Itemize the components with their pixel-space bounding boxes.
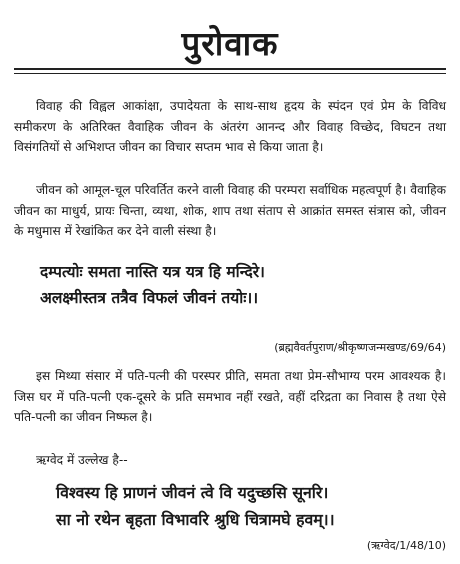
verse-1-line-1: दम्पत्योः समता नास्ति यत्र यत्र हि मन्दिरे। bbox=[40, 263, 265, 281]
verse-2-citation: (ऋग्वेद/1/48/10) bbox=[366, 539, 446, 552]
title-rule-thick bbox=[14, 68, 446, 70]
paragraph-4: ऋग्वेद में उल्लेख है-- bbox=[36, 453, 128, 467]
verse-2-line-1: विश्वस्य हि प्राणनं जीवनं त्वे वि यदुच्छसि सूनरि। bbox=[56, 483, 329, 502]
verse-1-citation: (ब्रह्मवैवर्तपुराण/श्रीकृष्णजन्मखण्ड/69/64) bbox=[274, 341, 446, 354]
paragraph-2: जीवन को आमूल-चूल परिवर्तित करने वाली विवाह की परम्परा सर्वाधिक महत्वपूर्ण है। वैवाहिक जीवन का माधुर्य, प्रायः चिन्ता, व्यथा, शोक, शाप तथा संताप से आक्रांत समस्त संत्रास को, जीवन के मधुमास में रेखांकित कर देने वाली संस्था है। bbox=[14, 183, 446, 238]
verse-1-line-2: अलक्ष्मीस्तत्र तत्रैव विफलं जीवनं तयोः।। bbox=[40, 289, 259, 307]
paragraph-1: विवाह की विह्वल आकांक्षा, उपादेयता के साथ-साथ हृदय के स्पंदन एवं प्रेम के विविध समीकरण के अतिरिक्त वैवाहिक जीवन के अंतरंग आनन्द और विवाह विच्छेद, विघटन तथा विसंगतियों से अभिशप्त जीवन का विचार सप्तम भाव से किया जाता है। bbox=[14, 99, 446, 154]
page-title: पुरोवाक bbox=[181, 24, 279, 63]
verse-2-line-2: सा नो रथेन बृहता विभावरि श्रुधि चित्रामघे हवम्।। bbox=[56, 510, 335, 529]
title-rule-thin bbox=[14, 73, 446, 74]
paragraph-3: इस मिथ्या संसार में पति-पत्नी की परस्पर प्रीति, समता तथा प्रेम-सौभाग्य परम आवश्यक है। जिस घर में पति-पत्नी एक-दूसरे के प्रति समभाव नहीं रखते, वहीं दरिद्रता का निवास है तथा ऐसे पति-पत्नी का जीवन निष्फल है। bbox=[14, 369, 446, 424]
